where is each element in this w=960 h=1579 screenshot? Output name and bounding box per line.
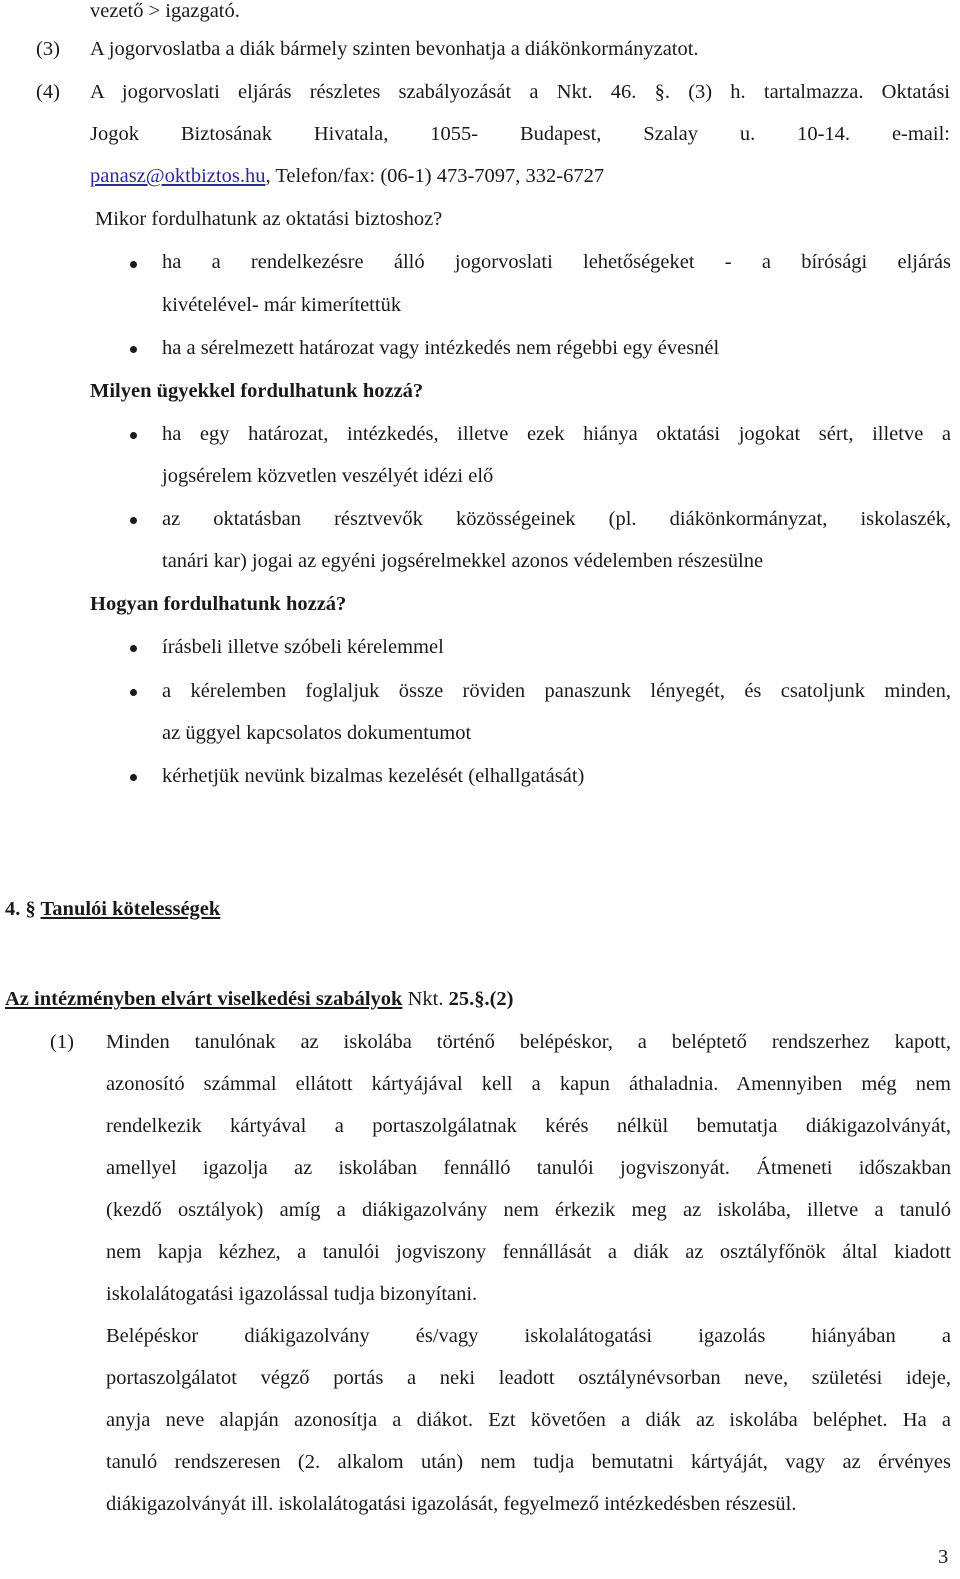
page-number: 3 [938, 1546, 949, 1568]
paragraph-line: portaszolgálatot végző portás a neki leadott osztálynévsorban neve, születési ideje, [106, 1367, 951, 1389]
list-item-continued: az üggyel kapcsolatos dokumentumot [162, 722, 472, 744]
contact-line [90, 165, 604, 188]
email-link[interactable]: panasz@oktbiztos.hu [90, 165, 266, 187]
subsection-ref: 25.§.(2) [448, 988, 514, 1010]
list-item: írásbeli illetve szóbeli kérelemmel [162, 636, 444, 658]
list-item: ha egy határozat, intézkedés, illetve ezek hiánya oktatási jogokat sért, illetve a [162, 423, 951, 445]
how-heading: Hogyan fordulhatunk hozzá? [90, 593, 347, 615]
bullet-icon [130, 774, 137, 781]
bullet-icon [130, 645, 137, 652]
item-number: (4) [36, 81, 60, 103]
list-item: ha a sérelmezett határozat vagy intézkedés nem régebbi egy évesnél [162, 337, 720, 359]
list-item: ha a rendelkezésre álló jogorvoslati lehetőségeket - a bírósági eljárás [162, 251, 951, 273]
subsection-title: Az intézményben elvárt viselkedési szabályok [5, 988, 403, 1010]
rights-item-text: Jogok Biztosának Hivatala, 1055- Budapest, Szalay u. 10-14. e-mail: [90, 123, 950, 145]
list-item-continued: kivételével- már kimerítettük [162, 294, 402, 316]
subsection-ref-plain: Nkt. [402, 988, 449, 1010]
what-heading: Milyen ügyekkel fordulhatunk hozzá? [90, 380, 424, 402]
list-item: a kérelemben foglaljuk össze röviden panaszunk lényegét, és csatoljunk minden, [162, 680, 951, 702]
paragraph-line: nem kapja kézhez, a tanulói jogviszony fennállását a diák az osztályfőnök által kiadott [106, 1241, 951, 1263]
paragraph-line: tanuló rendszeresen (2. alkalom után) nem tudja bemutatni kártyáját, vagy az érvényes [106, 1451, 951, 1473]
paragraph-icon: § [25, 898, 36, 920]
paragraph-line: rendelkezik kártyával a portaszolgálatnak kérés nélkül bemutatja diákigazolványát, [106, 1115, 951, 1137]
list-item-continued: jogsérelem közvetlen veszélyét idézi elő [162, 465, 494, 487]
when-heading: Mikor fordulhatunk az oktatási biztoshoz? [95, 208, 443, 230]
paragraph-line: iskolalátogatási igazolással tudja bizonyítani. [106, 1283, 478, 1305]
rights-item-text: A jogorvoslati eljárás részletes szabályozását a Nkt. 46. §. (3) h. tartalmazza. Oktatási [90, 81, 950, 103]
rights-item-text: A jogorvoslatba a diák bármely szinten bevonhatja a diákönkormányzatot. [90, 38, 699, 60]
paragraph-line: diákigazolványát ill. iskolalátogatási igazolását, fegyelmező intézkedésben részesül. [106, 1493, 797, 1515]
list-item: kérhetjük nevünk bizalmas kezelését (elhallgatását) [162, 765, 585, 787]
list-item-continued: tanári kar) jogai az egyéni jogsérelmekkel azonos védelemben részesülne [162, 550, 764, 572]
bullet-icon [130, 432, 137, 439]
section-number: 4. [5, 898, 21, 920]
paragraph-line: amellyel igazolja az iskolában fennálló tanulói jogviszonyát. Átmeneti időszakban [106, 1157, 951, 1179]
paragraph-line: Minden tanulónak az iskolába történő belépéskor, a beléptető rendszerhez kapott, [106, 1031, 951, 1053]
phone-text: , Telefon/fax: (06-1) 473-7097, 332-6727 [265, 165, 605, 187]
bullet-icon [130, 689, 137, 696]
subsection-heading [5, 988, 513, 1011]
section-heading [5, 898, 220, 921]
bullet-icon [130, 346, 137, 353]
item-number: (1) [50, 1031, 74, 1053]
paragraph-line: anyja neve alapján azonosítja a diákot. Ezt követően a diák az iskolába beléphet. Ha a [106, 1409, 951, 1431]
section-title: Tanulói kötelességek [40, 898, 221, 920]
paragraph-line: (kezdő osztályok) amíg a diákigazolvány nem érkezik meg az iskolába, illetve a tanuló [106, 1199, 951, 1221]
paragraph-line: azonosító számmal ellátott kártyájával kell a kapun áthaladnia. Amennyiben még nem [106, 1073, 951, 1095]
list-item: az oktatásban résztvevők közösségeinek (pl. diákönkormányzat, iskolaszék, [162, 508, 951, 530]
paragraph-line: Belépéskor diákigazolvány és/vagy iskolalátogatási igazolás hiányában a [106, 1325, 951, 1347]
bullet-icon [130, 261, 137, 268]
item-number: (3) [36, 38, 60, 60]
continued-text: vezető > igazgató. [90, 0, 240, 22]
bullet-icon [130, 517, 137, 524]
